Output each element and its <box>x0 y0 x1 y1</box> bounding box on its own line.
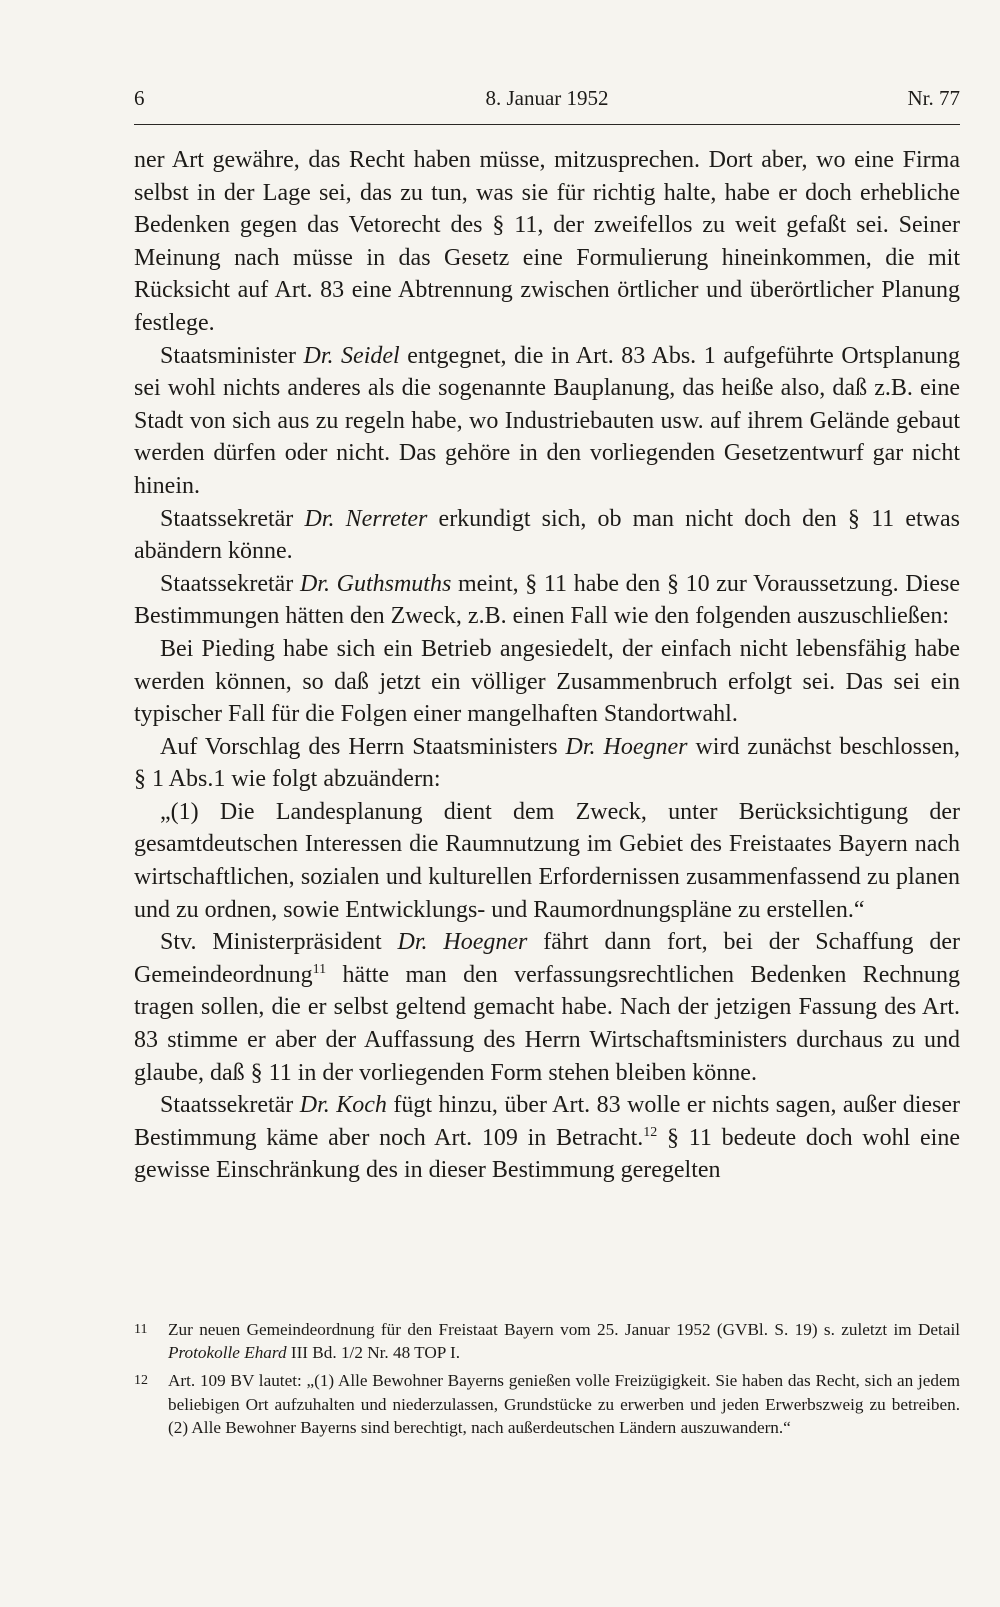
paragraph <box>134 731 960 796</box>
body-text <box>134 144 960 1187</box>
quoted-amendment <box>134 796 960 926</box>
paragraph <box>134 144 960 340</box>
footnote-number: 11 <box>134 1322 148 1337</box>
paragraph-text: Staatssekretär <box>160 1092 300 1119</box>
speaker-name: Dr. Hoegner <box>397 929 528 956</box>
speaker-name: Dr. Seidel <box>303 342 400 369</box>
paragraph-text: meint, § 11 habe den § 10 zur Voraussetzung. Diese Bestimmungen hätten den Zweck, z.B. einen Fall wie den folgenden auszuschließen: <box>134 570 960 630</box>
page-number: 6 <box>134 86 145 110</box>
paragraph <box>134 503 960 568</box>
footnote-ref: 11 <box>312 961 327 977</box>
paragraph-text: fügt hinzu, über Art. 83 wolle er nichts sagen, außer dieser Bestimmung käme aber noch Art. 109 in Betracht. <box>134 1092 961 1151</box>
paragraph-text: Bei Pieding habe sich ein Betrieb angesiedelt, der einfach nicht lebensfähig habe werden können, so daß jetzt ein völliger Zusammenbruch erfolgt sei. Das sei ein typischer Fall für die Folgen einer mangelhaften Standortwahl. <box>134 635 960 728</box>
footnote-text: Art. 109 BV lautet: „(1) Alle Bewohner Bayerns genießen volle Freizügigkeit. Sie haben das Recht, sich an jedem beliebigen Ort aufzuhalten und niederzulassen, Grundstücke zu erwerben und jeden Erwerbszweig zu betreiben. (2) Alle Bewohner Bayerns sind berechtigt, nach außerdeutschen Ländern auszuwandern.“ <box>168 1371 960 1437</box>
paragraph-text: entgegnet, die in Art. 83 Abs. 1 aufgeführte Ortsplanung sei wohl nichts anderes als die sogenannte Bauplanung, das heiße also, daß z.B. eine Stadt von sich aus zu regeln habe, wo Industriebauten usw. auf ihrem Gelände gebaut werden dürfen oder nicht. Das gehöre in den vorliegenden Gesetzentwurf gar nicht hinein. <box>134 342 960 499</box>
footnote-number: 12 <box>134 1373 148 1389</box>
speaker-name: Dr. Koch <box>299 1092 387 1119</box>
speaker-name: Dr. Nerreter <box>304 505 428 532</box>
paragraph-text: ner Art gewähre, das Recht haben müsse, mitzusprechen. Dort aber, wo eine Firma selbst in der Lage sei, das zu tun, was sie für richtig halte, habe er doch erhebliche Bedenken gegen das Vetorecht des § 11, der zweifellos zu weit gefaßt sei. Seiner Meinung nach müsse in das Gesetz eine Formulierung hineinkommen, die mit Rücksicht auf Art. 83 eine Abtrennung zwischen örtlicher und überörtlicher Planung festlege. <box>134 147 960 336</box>
paragraph <box>134 926 960 1089</box>
footnotes <box>134 1318 960 1444</box>
footnote <box>134 1318 960 1364</box>
paragraph-text: § 11 bedeute doch wohl eine gewisse Einschränkung des in dieser Bestimmung geregelten <box>134 1124 960 1184</box>
paragraph-text: Staatssekretär <box>160 570 300 597</box>
paragraph-text: fährt dann fort, bei der Schaffung der Gemeindeordnung <box>134 929 960 988</box>
paragraph <box>134 1089 960 1187</box>
speaker-name: Dr. Guthsmuths <box>299 570 452 597</box>
footnote-title: Protokolle Ehard <box>168 1343 287 1363</box>
paragraph <box>134 340 960 503</box>
footnote-ref: 12 <box>643 1124 658 1140</box>
paragraph-text: Stv. Ministerpräsident <box>160 929 398 956</box>
paragraph <box>134 568 960 633</box>
footnote-text: III Bd. 1/2 Nr. 48 TOP I. <box>286 1343 461 1363</box>
paragraph-text: hätte man den verfassungsrechtlichen Bedenken Rechnung tragen sollen, die er selbst geltend gemacht habe. Nach der jetzigen Fassung des Art. 83 stimme er aber der Auffassung des Herrn Wirtschaftsministers durchaus zu und glaube, daß § 11 in der vorliegenden Form stehen bleiben könne. <box>134 961 960 1086</box>
paragraph-text: Staatsminister <box>160 342 304 369</box>
paragraph-text: erkundigt sich, ob man nicht doch den § 11 etwas abändern könne. <box>134 505 960 565</box>
paragraph <box>134 633 960 731</box>
paragraph-text: „(1) Die Landesplanung dient dem Zweck, unter Berücksichtigung der gesamtdeutschen Interessen die Raumnutzung im Gebiet des Freistaates Bayern nach wirtschaftlichen, sozialen und kulturellen Erfordernissen zusammenfassend zu planen und zu ordnen, sowie Entwicklungs- und Raumordnungspläne zu erstellen.“ <box>134 798 960 923</box>
footnote <box>134 1369 960 1439</box>
header-issue-number: Nr. 77 <box>907 86 960 110</box>
header-rule <box>134 124 960 125</box>
paragraph-text: wird zunächst beschlossen, § 1 Abs.1 wie folgt abzuändern: <box>134 733 960 793</box>
page-header <box>134 86 960 120</box>
paragraph-text: Auf Vorschlag des Herrn Staatsministers <box>160 733 566 760</box>
paragraph-text: Staatssekretär <box>160 505 305 532</box>
header-date: 8. Januar 1952 <box>485 86 609 110</box>
speaker-name: Dr. Hoegner <box>565 733 688 760</box>
footnote-text: Zur neuen Gemeindeordnung für den Freistaat Bayern vom 25. Januar 1952 (GVBl. S. 19) s. zuletzt im Detail <box>168 1320 960 1339</box>
